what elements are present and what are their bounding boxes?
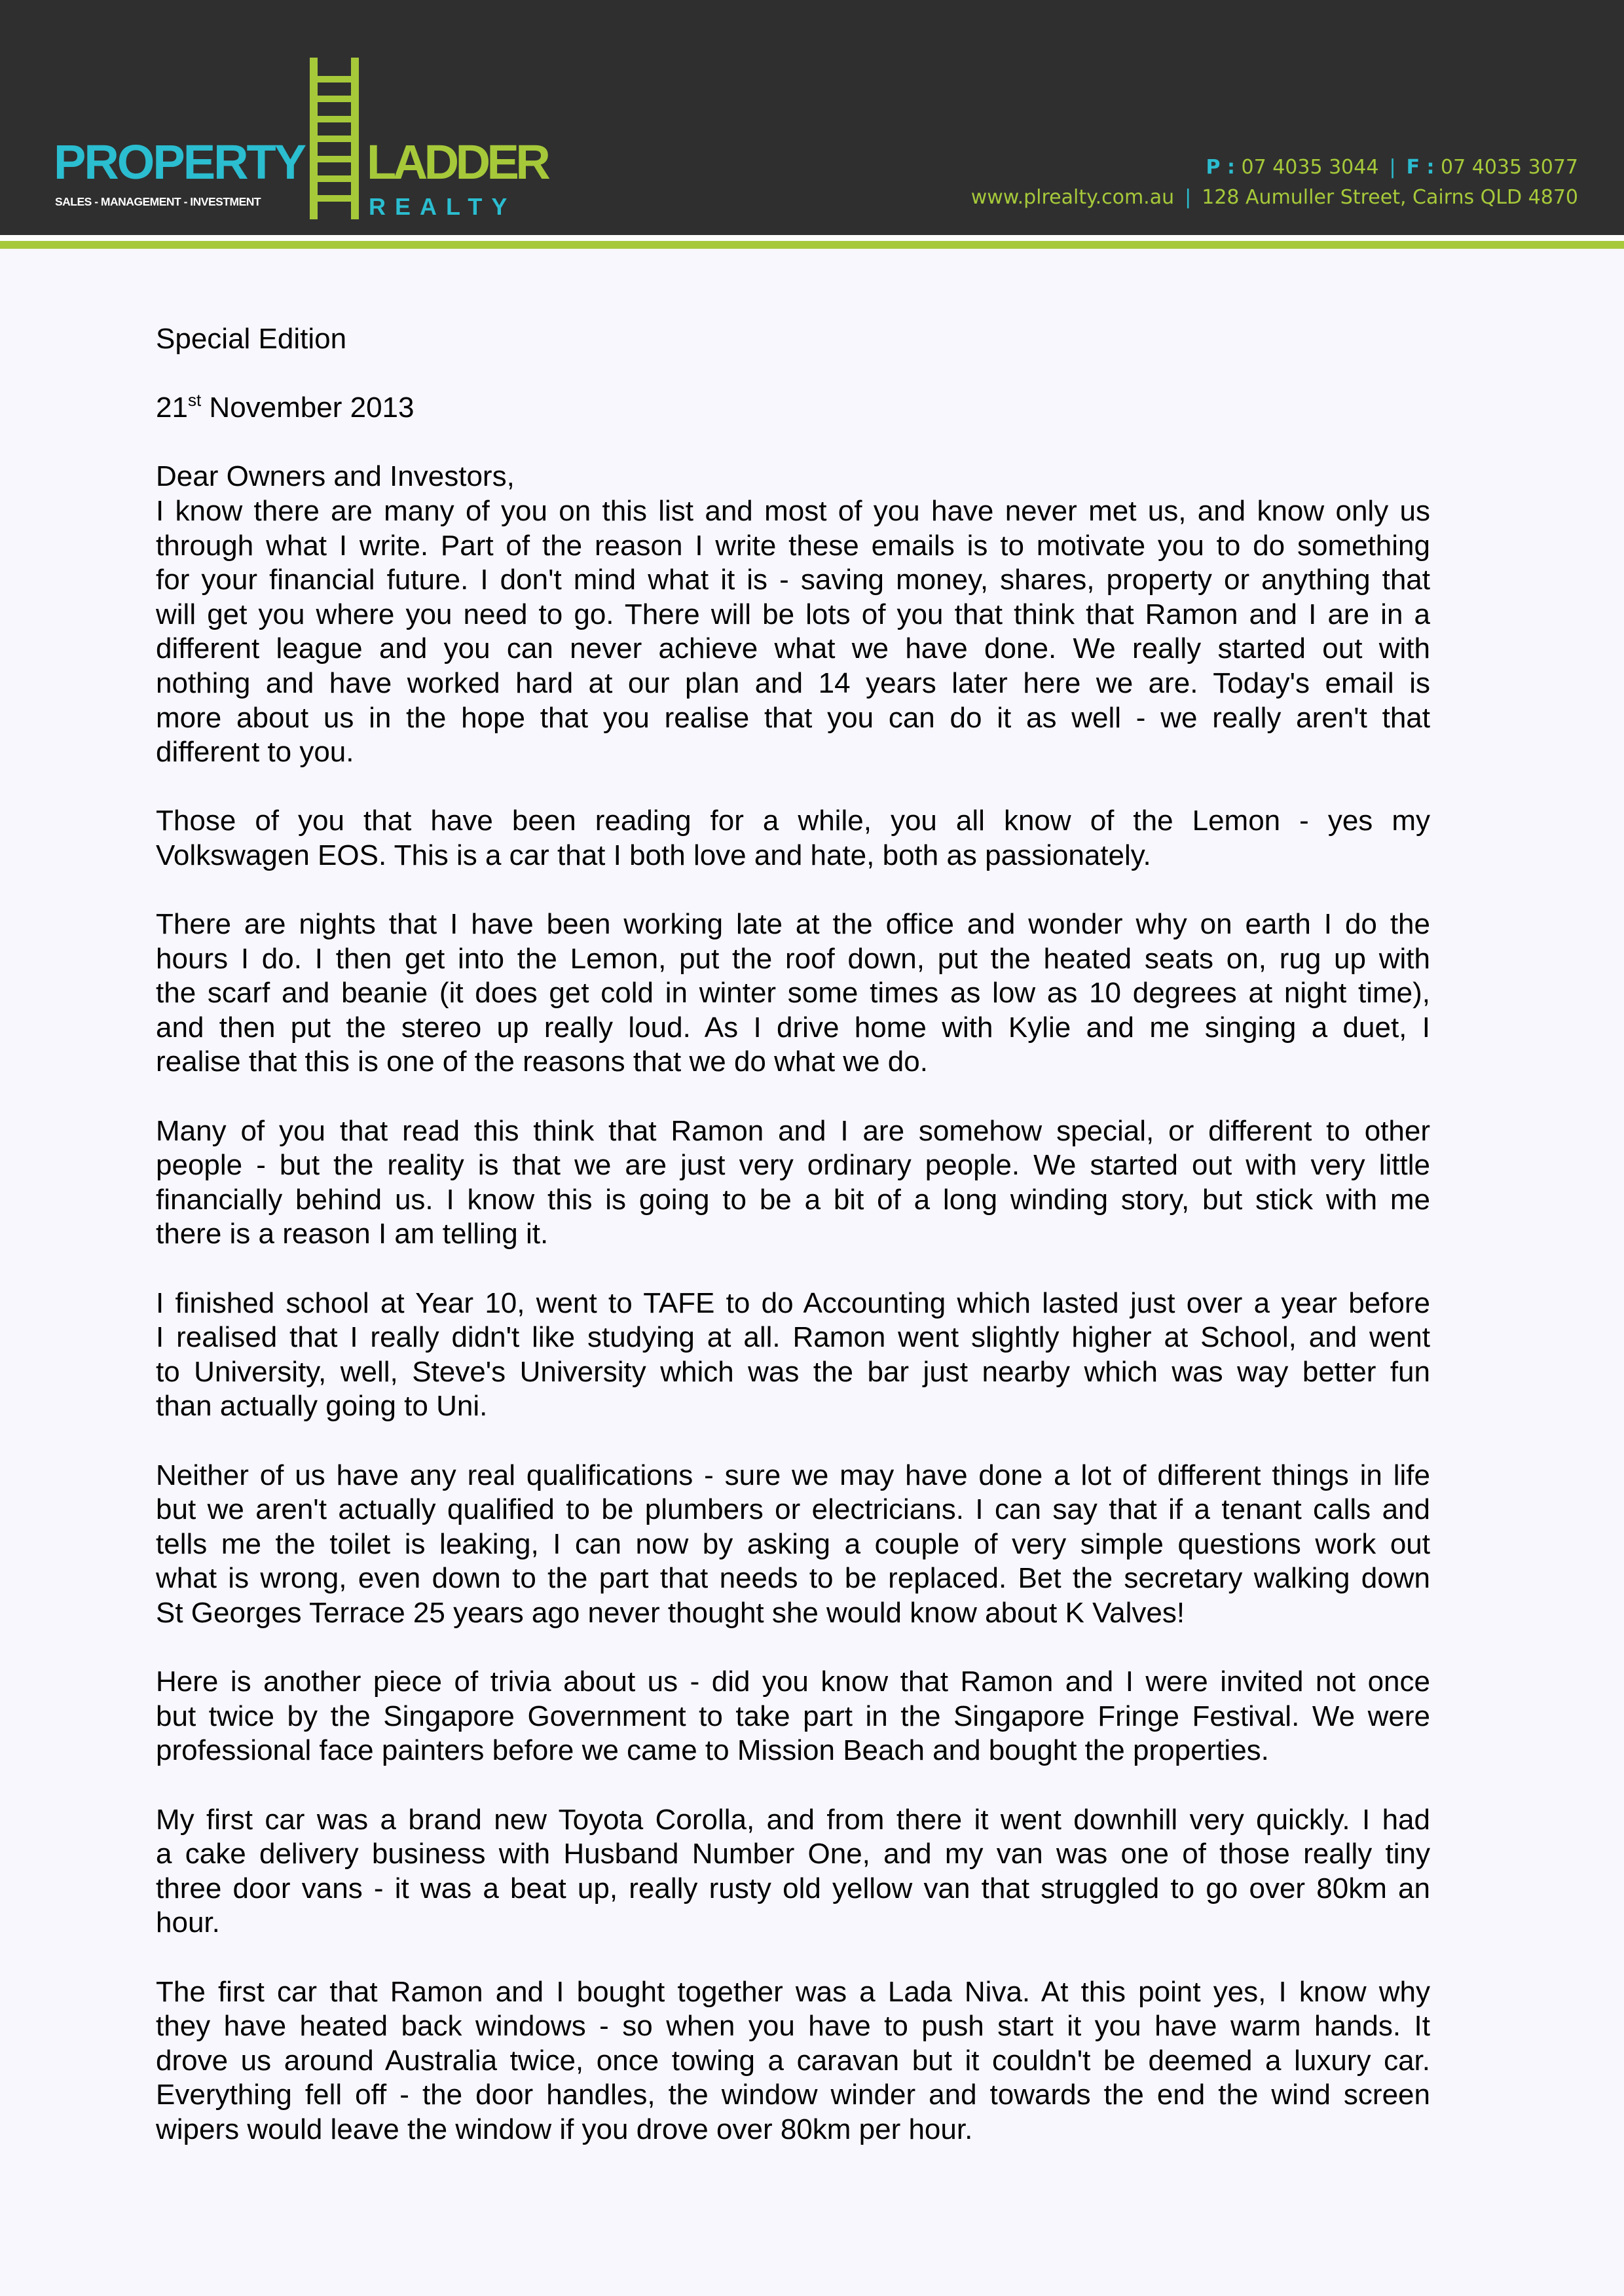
paragraph-line: nothing and have worked hard at our plan and 14 years later here we are. Today's email is	[156, 666, 1430, 699]
paragraph-line: The first car that Ramon and I bought together was a Lada Niva. At this point yes, I know why	[156, 1975, 1430, 2008]
ladder-rung	[310, 96, 359, 102]
paragraph-line: There are nights that I have been working late at the office and wonder why on earth I do the	[156, 908, 1430, 941]
phone-label: P :	[1206, 156, 1235, 179]
ladder-rung	[310, 195, 359, 202]
paragraph	[156, 494, 1430, 770]
blank-line	[156, 426, 1430, 460]
logo-tagline: SALES - MANAGEMENT - INVESTMENT	[55, 195, 261, 208]
paragraph-line: Many of you that read this think that Ramon and I are somehow special, or different to other	[156, 1114, 1430, 1147]
logo-word-ladder: LADDER	[367, 135, 547, 189]
paragraph-line: hours I do. I then get into the Lemon, put the roof down, put the heated seats on, rug up with	[156, 942, 1430, 975]
paragraph	[156, 1665, 1430, 1768]
street-address: 128 Aumuller Street, Cairns QLD 4870	[1202, 186, 1578, 209]
paragraph	[156, 1114, 1430, 1252]
paragraph-line: what is wrong, even down to the part that needs to be replaced. Bet the secretary walking down	[156, 1562, 1430, 1595]
edition-label: Special Edition	[156, 323, 347, 355]
letter-paragraphs	[156, 494, 1430, 2147]
blank-line	[156, 357, 1430, 392]
paragraph-line: tells me the toilet is leaking, I can now by asking a couple of very simple questions work out	[156, 1527, 1430, 1560]
letter-date	[156, 391, 1430, 426]
logo-word-property: PROPERTY	[54, 135, 305, 189]
paragraph-line: they have heated back windows - so when you have to push start it you have warm hands. It	[156, 2010, 1430, 2043]
paragraph	[156, 1286, 1430, 1424]
paragraph-line: to University, well, Steve's University which was the bar just nearby which was way better fun	[156, 1355, 1430, 1388]
paragraph-line: for your financial future. I don't mind what it is - saving money, shares, property or anything that	[156, 564, 1430, 596]
ladder-rung	[310, 175, 359, 182]
paragraph-line: there is a reason I am telling it.	[156, 1218, 549, 1250]
date-month-year: November 2013	[201, 392, 415, 424]
ladder-rung	[310, 76, 359, 82]
salutation: Dear Owners and Investors,	[156, 460, 515, 493]
date-day: 21	[156, 392, 188, 424]
paragraph-line: a cake delivery business with Husband Number One, and my van was one of those really tiny	[156, 1838, 1430, 1870]
paragraph	[156, 1975, 1430, 2147]
paragraph-line: realise that this is one of the reasons that we do what we do.	[156, 1046, 928, 1078]
blank-line	[156, 1080, 1430, 1114]
paragraph-line: St Georges Terrace 25 years ago never thought she would know about K Valves!	[156, 1596, 1185, 1629]
paragraph-line: hour.	[156, 1906, 220, 1939]
letterhead-gap	[0, 235, 1624, 241]
blank-line	[156, 1631, 1430, 1666]
ladder-rung	[310, 156, 359, 162]
ladder-rung	[310, 136, 359, 142]
blank-line	[156, 1768, 1430, 1803]
paragraph-line: more about us in the hope that you realise that you can do it as well - we really aren't that	[156, 701, 1430, 734]
paragraph-line: Everything fell off - the door handles, the window winder and towards the end the wind screen	[156, 2079, 1430, 2111]
website-link[interactable]: www.plrealty.com.au	[970, 186, 1175, 209]
paragraph-line: the scarf and beanie (it does get cold in winter some times as low as 10 degrees at night time),	[156, 977, 1430, 1010]
blank-line	[156, 770, 1430, 805]
paragraph-line: Neither of us have any real qualifications - sure we may have done a lot of different things in life	[156, 1459, 1430, 1491]
phone-number[interactable]: 07 4035 3044	[1241, 156, 1379, 179]
paragraph-line: people - but the reality is that we are just very ordinary people. We started out with very little	[156, 1149, 1430, 1182]
paragraph-line: but we aren't actually qualified to be plumbers or electricians. I can say that if a tenant calls and	[156, 1493, 1430, 1526]
fax-number: 07 4035 3077	[1441, 156, 1578, 179]
paragraph-line: professional face painters before we came to Mission Beach and bought the properties.	[156, 1734, 1269, 1767]
paragraph	[156, 1459, 1430, 1631]
paragraph-line: My first car was a brand new Toyota Corolla, and from there it went downhill very quickly. I had	[156, 1803, 1430, 1836]
paragraph-line: Here is another piece of trivia about us - did you know that Ramon and I were invited not once	[156, 1666, 1430, 1698]
contact-phone-fax	[1206, 156, 1578, 179]
contact-separator: |	[1389, 156, 1396, 179]
paragraph-line: but twice by the Singapore Government to take part in the Singapore Fringe Festival. We were	[156, 1700, 1430, 1732]
letter-body	[156, 322, 1430, 2147]
paragraph-line: I realised that I really didn't like studying at all. Ramon went slightly higher at School, and went	[156, 1321, 1430, 1354]
paragraph-line: different to you.	[156, 736, 354, 769]
paragraph-line: financially behind us. I know this is going to be a bit of a long winding story, but stick with me	[156, 1183, 1430, 1216]
blank-line	[156, 1941, 1430, 1975]
logo-word-realty: REALTY	[369, 193, 517, 220]
ladder-icon	[310, 58, 359, 219]
blank-line	[156, 1252, 1430, 1286]
paragraph-line: than actually going to Uni.	[156, 1390, 488, 1423]
contact-web-address	[971, 186, 1578, 210]
paragraph	[156, 804, 1430, 873]
paragraph-line: through what I write. Part of the reason I write these emails is to motivate you to do something	[156, 529, 1430, 562]
blank-line	[156, 873, 1430, 908]
paragraph	[156, 1803, 1430, 1941]
paragraph-line: Those of you that have been reading for a while, you all know of the Lemon - yes my	[156, 805, 1430, 837]
contact-separator: |	[1185, 186, 1192, 209]
paragraph	[156, 907, 1430, 1080]
blank-line	[156, 1424, 1430, 1459]
fax-label: F :	[1406, 156, 1435, 179]
paragraph-line: drove us around Australia twice, once towing a caravan but it couldn't be deemed a luxury car.	[156, 2044, 1430, 2077]
paragraph-line: I finished school at Year 10, went to TAFE to do Accounting which lasted just over a year before	[156, 1286, 1430, 1319]
letterhead-green-stripe	[0, 241, 1624, 249]
paragraph-line: Volkswagen EOS. This is a car that I both love and hate, both as passionately.	[156, 839, 1151, 871]
paragraph-line: and then put the stereo up really loud. As I drive home with Kylie and me singing a duet, I	[156, 1011, 1430, 1044]
date-suffix: st	[187, 390, 202, 410]
paragraph-line: I know there are many of you on this list and most of you have never met us, and know only us	[156, 494, 1430, 527]
paragraph-line: will get you where you need to go. There will be lots of you that think that Ramon and I are in a	[156, 598, 1430, 630]
paragraph-line: different league and you can never achieve what we have done. We really started out with	[156, 632, 1430, 665]
paragraph-line: wipers would leave the window if you drove over 80km per hour.	[156, 2113, 973, 2145]
paragraph-line: three door vans - it was a beat up, really rusty old yellow van that struggled to go over 80km an	[156, 1872, 1430, 1904]
ladder-rung	[310, 116, 359, 122]
